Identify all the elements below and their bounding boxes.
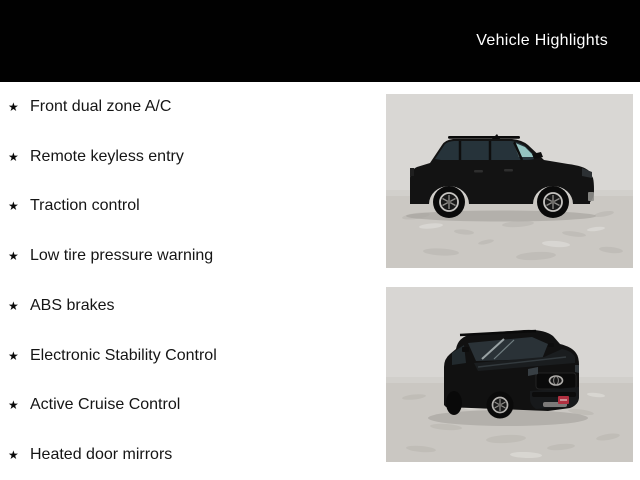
feature-item xyxy=(0,132,386,182)
star-icon: ★ xyxy=(8,99,19,114)
star-icon: ★ xyxy=(8,298,19,313)
feature-item xyxy=(0,182,386,232)
header-bar xyxy=(0,0,640,82)
star-icon: ★ xyxy=(8,149,19,164)
feature-item xyxy=(0,430,386,480)
feature-label: Low tire pressure warning xyxy=(30,247,214,265)
suv-front-quarter-photo xyxy=(386,287,633,462)
star-icon: ★ xyxy=(8,249,19,264)
feature-label: Electronic Stability Control xyxy=(30,346,217,364)
feature-item xyxy=(0,82,386,132)
feature-item xyxy=(0,281,386,331)
feature-item xyxy=(0,381,386,431)
star-icon: ★ xyxy=(8,348,19,363)
page-title: Vehicle Highlights xyxy=(476,32,608,49)
star-icon: ★ xyxy=(8,398,19,413)
feature-item xyxy=(0,231,386,281)
feature-label: ABS brakes xyxy=(30,296,115,314)
suv-side-photo xyxy=(386,94,633,268)
feature-item xyxy=(0,331,386,381)
feature-label: Traction control xyxy=(30,197,140,215)
feature-label: Front dual zone A/C xyxy=(30,97,172,115)
star-icon: ★ xyxy=(8,448,19,463)
feature-label: Remote keyless entry xyxy=(30,147,184,165)
feature-label: Active Cruise Control xyxy=(30,396,181,414)
feature-list xyxy=(0,82,386,480)
star-icon: ★ xyxy=(8,199,19,214)
photo-column xyxy=(386,94,633,462)
feature-label: Heated door mirrors xyxy=(30,446,173,464)
